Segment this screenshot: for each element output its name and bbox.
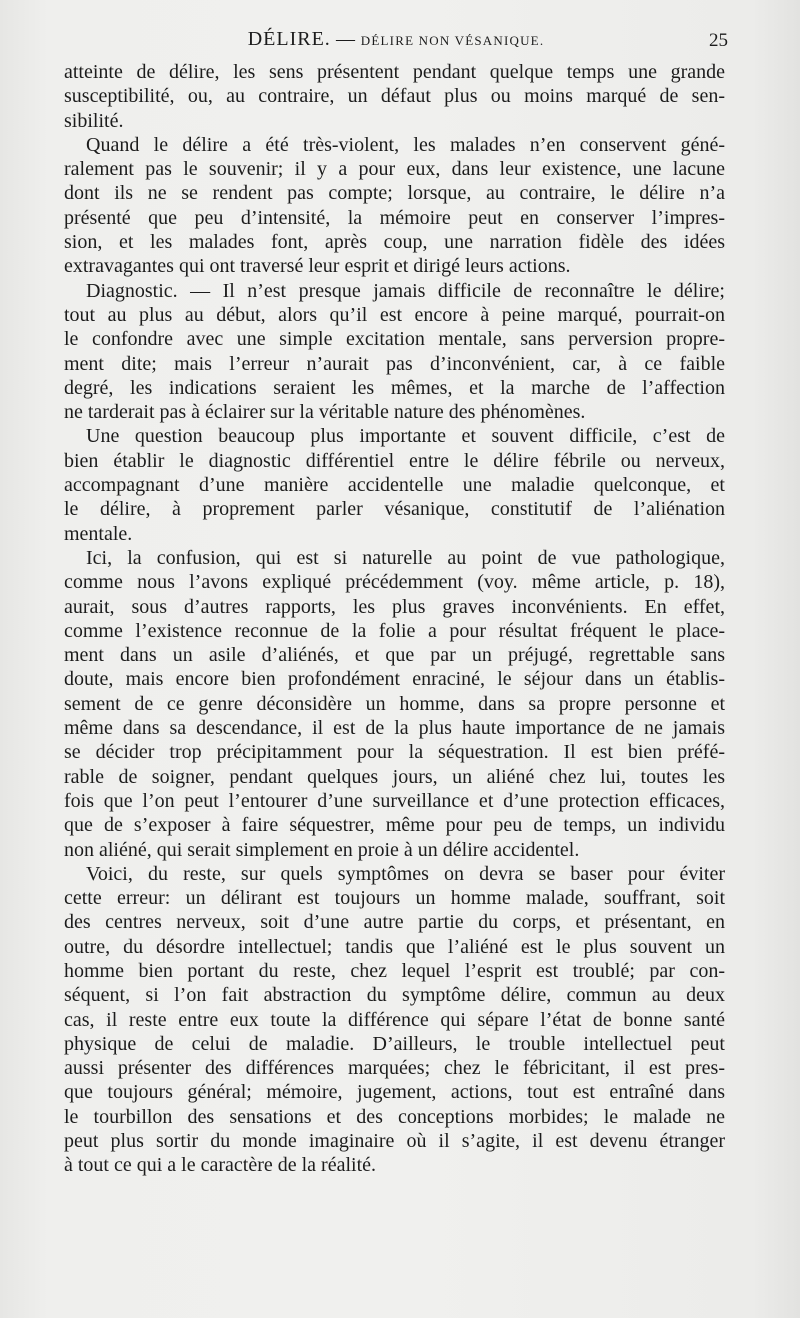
text-line: ne tarderait pas à éclairer sur la véritable nature des phénomènes. (64, 401, 586, 424)
text-line: le confondre avec une simple excitation mentale, sans perversion propre- (64, 328, 725, 351)
text-line: se décider trop précipitamment pour la séquestration. Il est bien préfé- (64, 741, 725, 764)
page-header (64, 28, 728, 56)
text-line: sement de ce genre déconsidère un homme, dans sa propre personne et (64, 692, 725, 715)
text-line: dont ils ne se rendent pas compte; lorsque, au contraire, le délire n’a (64, 182, 725, 205)
text-line: Une question beaucoup plus importante et souvent difficile, c’est de (86, 425, 725, 448)
running-title (64, 28, 728, 51)
page-number: 25 (709, 30, 728, 51)
text-line: Diagnostic. — Il n’est presque jamais difficile de reconnaître le délire; (86, 279, 725, 302)
text-line: homme bien portant du reste, chez lequel l’esprit est troublé; par con- (64, 959, 725, 982)
running-title-main: DÉLIRE. (247, 28, 331, 50)
text-line: atteinte de délire, les sens présentent pendant quelque temps une grande (64, 61, 725, 83)
text-line: Ici, la confusion, qui est si naturelle au point de vue pathologique, (86, 546, 725, 569)
text-line: degré, les indications seraient les mêmes, et la marche de l’affection (64, 376, 725, 399)
text-line: cas, il reste entre eux toute la différence qui sépare l’état de bonne santé (64, 1008, 725, 1031)
text-line: extravagantes qui ont traversé leur esprit et dirigé leurs actions. (64, 255, 571, 278)
text-line: que toujours général; mémoire, jugement, actions, tout est entraîné dans (64, 1081, 725, 1104)
text-line: comme nous l’avons expliqué précédemment (voy. même article, p. 18), (64, 571, 725, 594)
text-line: rable de soigner, pendant quelques jours, un aliéné chez lui, toutes les (64, 765, 725, 788)
body-text (64, 60, 725, 1178)
text-line: susceptibilité, ou, au contraire, un défaut plus ou moins marqué de sen- (64, 85, 725, 108)
text-line: sion, et les malades font, après coup, une narration fidèle des idées (64, 231, 725, 254)
text-line: ralement pas le souvenir; il y a pour eux, dans leur existence, une lacune (64, 158, 725, 181)
text-line: aussi présenter des différences marquées; chez le fébricitant, il est pres- (64, 1057, 725, 1080)
text-line: des centres nerveux, soit d’une autre partie du corps, et présentant, en (64, 911, 725, 934)
text-line: le tourbillon des sensations et des conceptions morbides; le malade ne (64, 1105, 725, 1128)
text-line: non aliéné, qui serait simplement en proie à un délire accidentel. (64, 838, 580, 861)
text-line: tout au plus au début, alors qu’il est encore à peine marqué, pourrait-on (64, 303, 725, 326)
running-title-sub: DÉLIRE NON VÉSANIQUE. (360, 33, 545, 48)
text-line: Quand le délire a été très-violent, les malades n’en conservent géné- (86, 133, 725, 156)
text-line: fois que l’on peut l’entourer d’une surveillance et d’une protection efficaces, (64, 789, 725, 812)
text-line: à tout ce qui a le caractère de la réalité. (64, 1154, 377, 1177)
running-title-dash: — (336, 29, 356, 50)
text-line: comme l’existence reconnue de la folie a pour résultat fréquent le place- (64, 619, 725, 642)
text-line: le délire, à proprement parler vésanique, constitutif de l’aliénation (64, 498, 725, 521)
text-line: cette erreur: un délirant est toujours un homme malade, souffrant, soit (64, 887, 725, 910)
text-line: outre, du désordre intellectuel; tandis que l’aliéné est le plus souvent un (64, 935, 725, 958)
text-line: mentale. (64, 522, 133, 545)
text-line: bien établir le diagnostic différentiel entre le délire fébrile ou nerveux, (64, 449, 725, 472)
text-line: peut plus sortir du monde imaginaire où il s’agite, il est devenu étranger (64, 1130, 725, 1153)
text-line: présenté que peu d’intensité, la mémoire peut en conserver l’impres- (64, 206, 725, 229)
text-line: aurait, sous d’autres rapports, les plus graves inconvénients. En effet, (64, 595, 725, 618)
text-line: accompagnant d’une manière accidentelle une maladie quelconque, et (64, 474, 725, 497)
text-line: Voici, du reste, sur quels symptômes on devra se baser pour éviter (86, 862, 725, 885)
text-line: sibilité. (64, 109, 124, 132)
text-line: même dans sa descendance, il est de la plus haute importance de ne jamais (64, 717, 725, 740)
text-line: doute, mais encore bien profondément enraciné, le séjour dans un établis- (64, 668, 725, 691)
text-line: ment dite; mais l’erreur n’aurait pas d’inconvénient, car, à ce faible (64, 352, 725, 375)
text-line: que de s’exposer à faire séquestrer, même pour peu de temps, un individu (64, 814, 725, 837)
text-line: séquent, si l’on fait abstraction du symptôme délire, commun au deux (64, 984, 725, 1007)
text-line: ment dans un asile d’aliénés, et que par un préjugé, regrettable sans (64, 644, 725, 667)
text-line: physique de celui de maladie. D’ailleurs, le trouble intellectuel peut (64, 1032, 725, 1055)
